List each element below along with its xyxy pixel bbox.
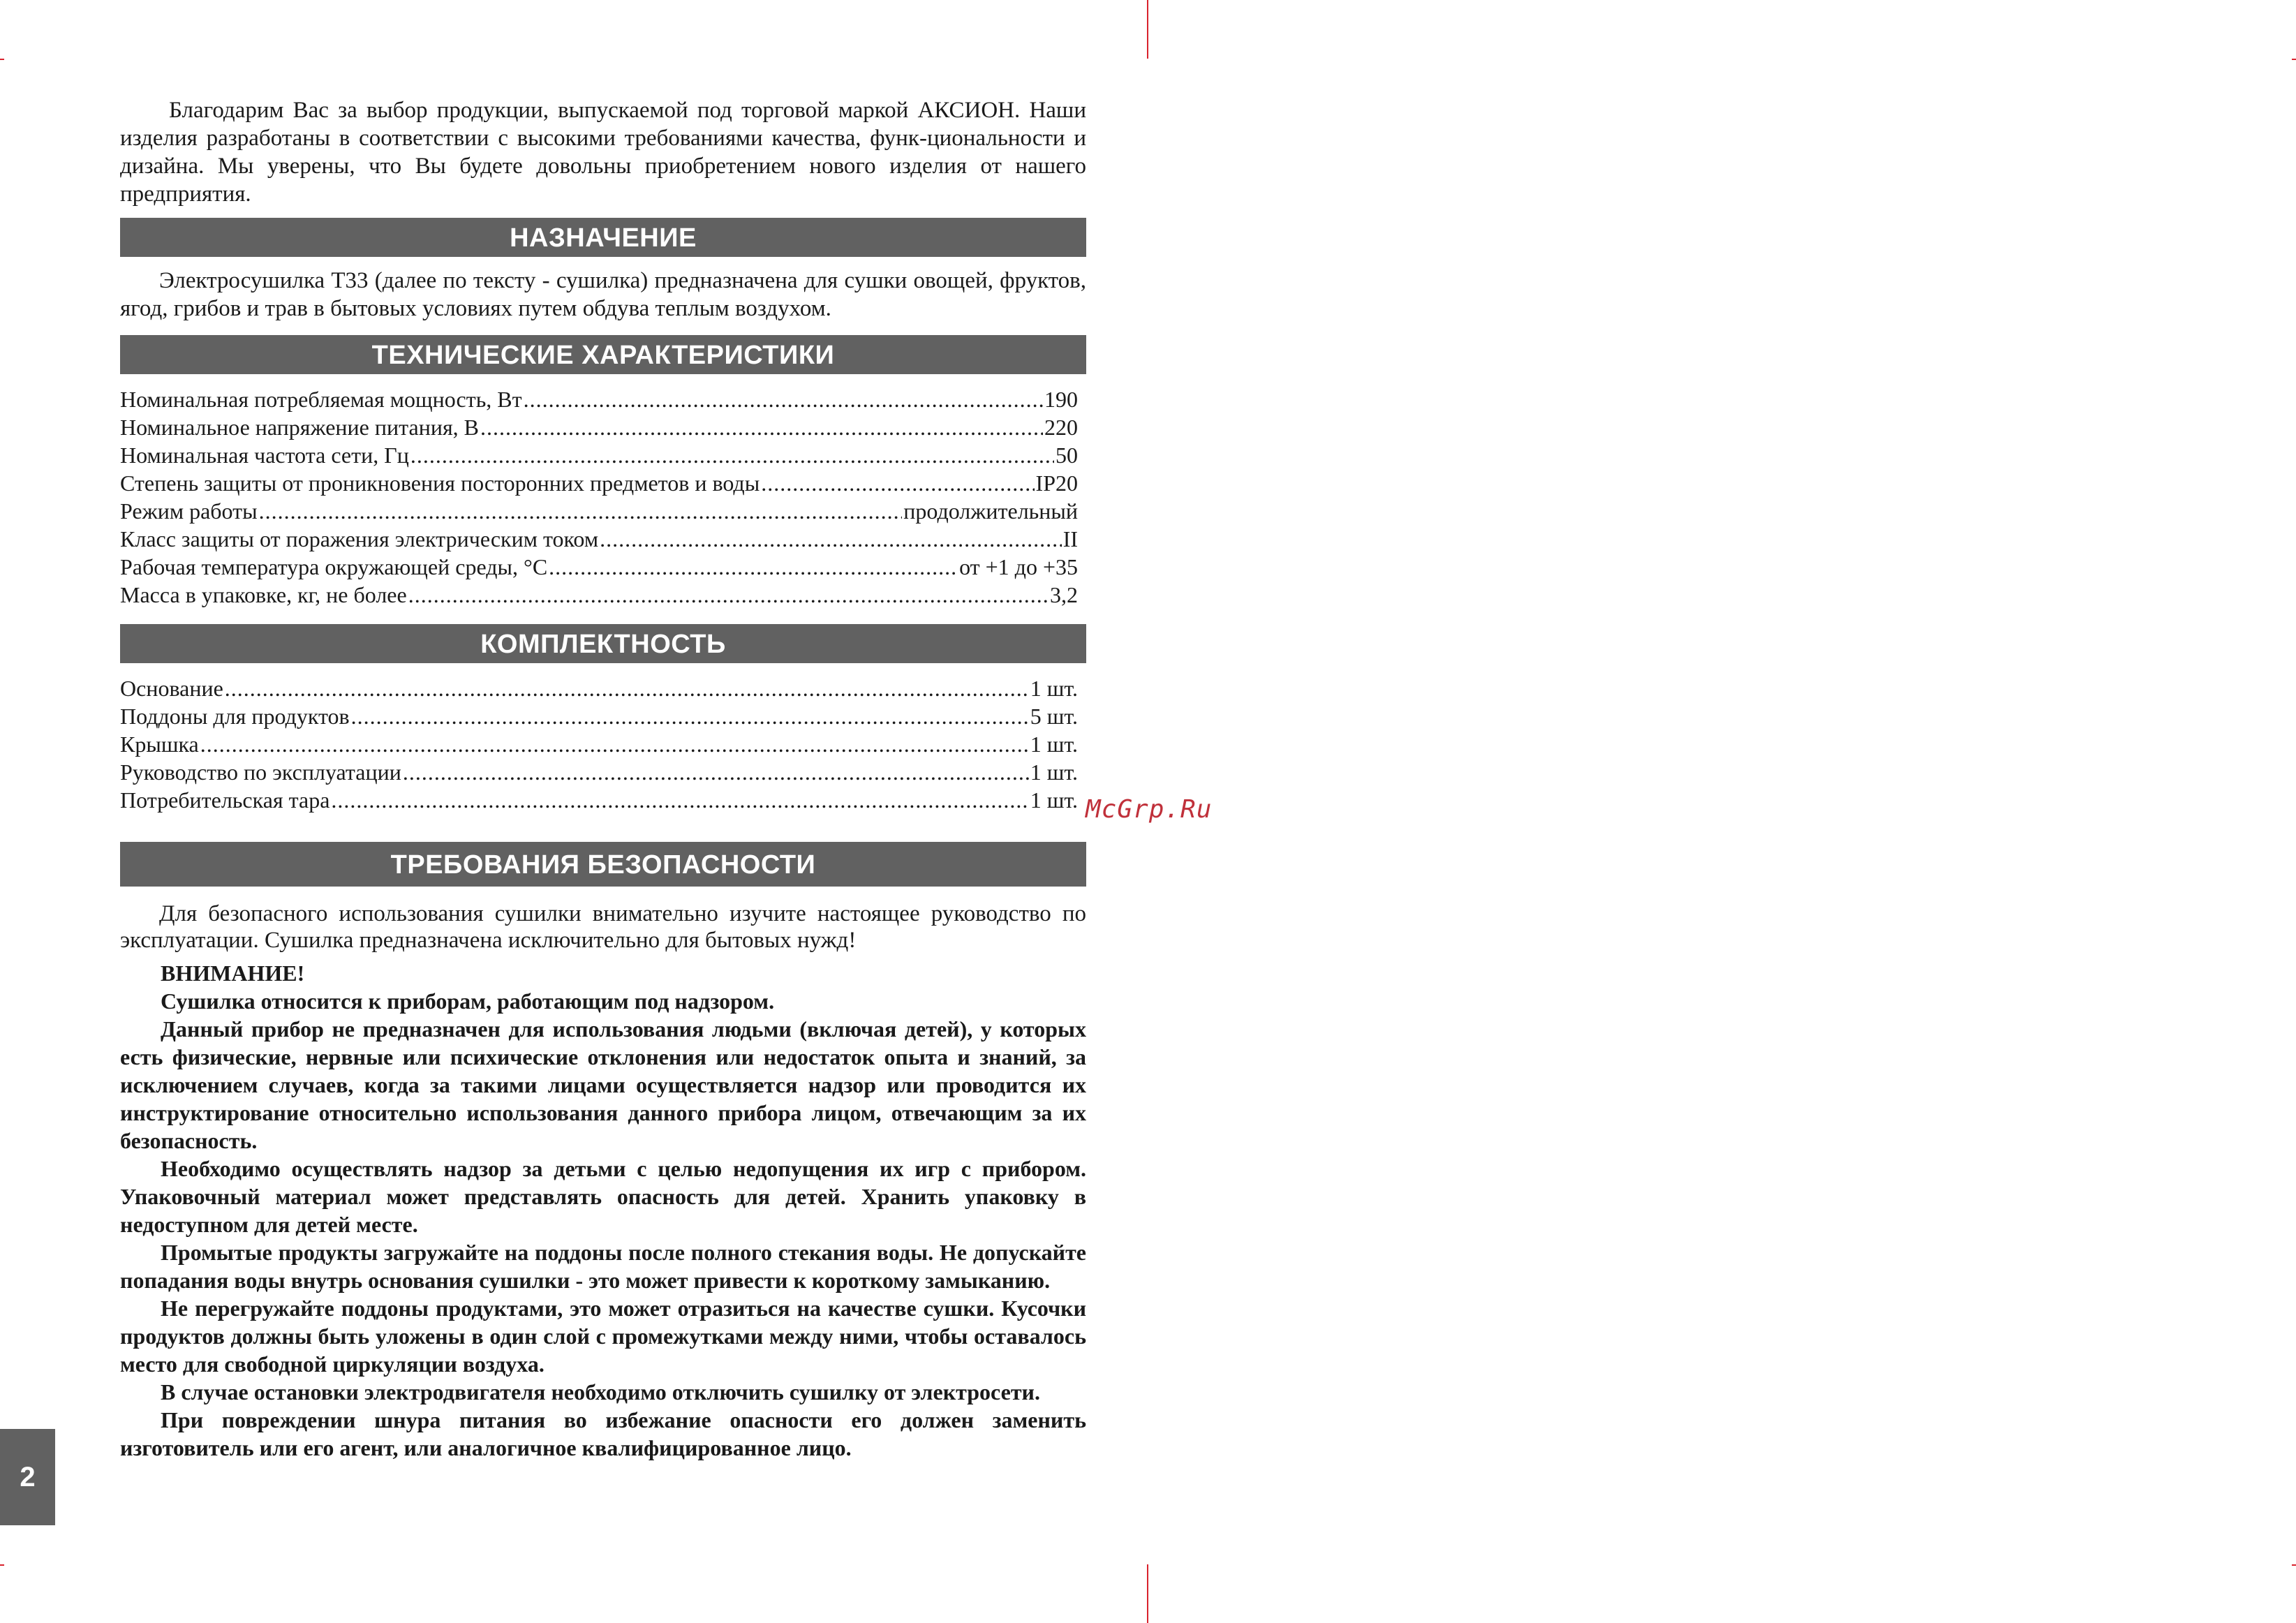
kit-label: Руководство по эксплуатации <box>120 759 401 785</box>
intro-paragraph: Благодарим Вас за выбор продукции, выпускаемой под торговой маркой АКСИОН. Наши изделия разработаны в соответствии с высокими требованиями качества, функ-циональности и дизайна. Мы уверены, что Вы будете довольны приобретением нового изделия от нашего предприятия. <box>120 98 1086 207</box>
specs-heading: ТЕХНИЧЕСКИЕ ХАРАКТЕРИСТИКИ <box>120 335 1086 374</box>
safety-paragraph: В случае остановки электродвигателя необходимо отключить сушилку от электросети. <box>161 1379 1040 1405</box>
kit-row <box>120 730 1078 758</box>
purpose-paragraph: Электросушилка Т33 (далее по тексту - сушилка) предназначена для сушки овощей, фруктов, ягод, грибов и трав в бытовых условиях путем обдува теплым воздухом. <box>120 268 1086 321</box>
spec-label: Номинальная частота сети, Гц <box>120 443 409 468</box>
spec-row <box>120 413 1078 441</box>
kit-value: 5 шт. <box>1030 704 1078 729</box>
kit-table <box>120 674 1086 814</box>
spec-value: IP20 <box>1035 470 1078 496</box>
page-number: 2 <box>0 1429 55 1525</box>
spec-value: от +1 до +35 <box>959 554 1078 579</box>
spec-value: 50 <box>1056 443 1078 468</box>
safety-paragraph: При повреждении шнура питания во избежание опасности его должен заменить изготовитель или его агент, или аналогичное квалифицированное лицо. <box>120 1407 1086 1460</box>
kit-value: 1 шт. <box>1030 732 1078 757</box>
purpose-heading: НАЗНАЧЕНИЕ <box>120 218 1086 257</box>
spec-row <box>120 581 1078 609</box>
kit-value: 1 шт. <box>1030 759 1078 785</box>
kit-row <box>120 786 1078 814</box>
safety-heading: ТРЕБОВАНИЯ БЕЗОПАСНОСТИ <box>120 842 1086 887</box>
watermark: McGrp.Ru <box>1086 795 1213 824</box>
spec-label: Режим работы <box>120 498 258 524</box>
spec-label: Класс защиты от поражения электрическим током <box>120 526 599 551</box>
safety-intro: Для безопасного использования сушилки внимательно изучите настоящее руководство по эксплуатации. Сушилка предназначена исключительно для бытовых нужд! <box>120 901 1086 953</box>
page-content <box>120 84 1086 1462</box>
safety-paragraph: Не перегружайте поддоны продуктами, это может отразиться на качестве сушки. Кусочки продуктов должны быть уложены в один слой с промежутками между ними, чтобы оставалось место для свободной циркуляции воздуха. <box>120 1296 1086 1377</box>
crop-mark <box>0 1564 4 1566</box>
safety-paragraph: Сушилка относится к приборам, работающим под надзором. <box>161 988 775 1014</box>
crop-mark <box>1147 0 1148 59</box>
kit-label: Крышка <box>120 732 199 757</box>
spec-row <box>120 385 1078 413</box>
spec-value: 220 <box>1044 415 1078 440</box>
kit-value: 1 шт. <box>1030 787 1078 813</box>
safety-paragraph: Промытые продукты загружайте на поддоны после полного стекания воды. Не допускайте попадания воды внутрь основания сушилки - это может привести к короткому замыканию. <box>120 1240 1086 1293</box>
spec-value: продолжительный <box>903 498 1078 524</box>
spec-label: Масса в упаковке, кг, не более <box>120 582 407 607</box>
kit-label: Основание <box>120 676 223 701</box>
attention-title: ВНИМАНИЕ! <box>161 961 305 986</box>
crop-mark <box>2292 1564 2296 1566</box>
spec-row <box>120 441 1078 469</box>
specs-table <box>120 385 1086 609</box>
spec-value: 3,2 <box>1050 582 1078 607</box>
spec-row <box>120 553 1078 581</box>
kit-heading: КОМПЛЕКТНОСТЬ <box>120 624 1086 663</box>
kit-label: Потребительская тара <box>120 787 330 813</box>
kit-row <box>120 702 1078 730</box>
kit-value: 1 шт. <box>1030 676 1078 701</box>
safety-paragraph: Необходимо осуществлять надзор за детьми с целью недопущения их игр с прибором. Упаковочный материал может представлять опасность для детей. Хранить упаковку в недоступном для детей месте. <box>120 1156 1086 1237</box>
spec-label: Номинальное напряжение питания, В <box>120 415 479 440</box>
crop-mark <box>1147 1564 1148 1623</box>
spec-row <box>120 497 1078 525</box>
crop-mark <box>0 59 4 60</box>
spec-label: Степень защиты от проникновения посторонних предметов и воды <box>120 470 760 496</box>
spec-label: Рабочая температура окружающей среды, °С <box>120 554 548 579</box>
crop-mark <box>2292 59 2296 60</box>
kit-row <box>120 758 1078 786</box>
safety-paragraph: Данный прибор не предназначен для использования людьми (включая детей), у которых есть физические, нервные или психические отклонения или недостаток опыта и знаний, за исключением случаев, когда за такими лицами осуществляется надзор или проводится их инструктирование относительно использования данного прибора лицом, отвечающим за их безопасность. <box>120 1016 1086 1153</box>
spec-row <box>120 469 1078 497</box>
kit-row <box>120 674 1078 702</box>
spec-value: II <box>1062 526 1078 551</box>
spec-label: Номинальная потребляемая мощность, Вт <box>120 387 522 412</box>
spec-value: 190 <box>1044 387 1078 412</box>
kit-label: Поддоны для продуктов <box>120 704 350 729</box>
spec-row <box>120 525 1078 553</box>
